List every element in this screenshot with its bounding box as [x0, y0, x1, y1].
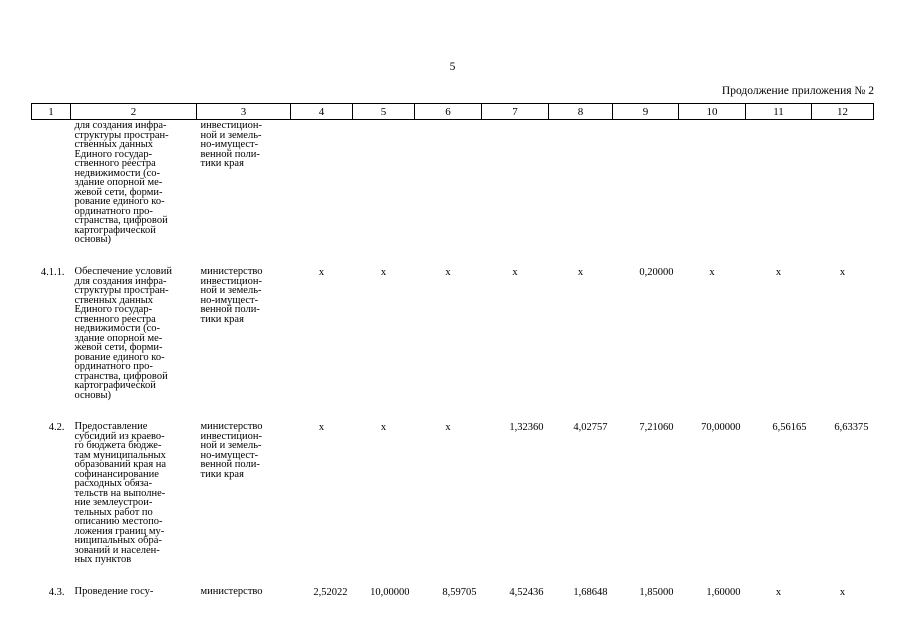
- measure-name: Обеспечение условий для создания инфра- структуры простран- ственных данных Единого государ- ственного реестра недвижимости (со- здание опорной ме- жевой сети, форми- рование единого ко- ординатного про- странства, цифровой картографической основы): [74, 266, 172, 401]
- appendix-table: [31, 103, 874, 599]
- value-cell: [353, 120, 415, 265]
- value-cell: 1,32360: [509, 422, 544, 433]
- value-cell: x: [445, 422, 451, 433]
- value-cell: 6,63375: [834, 422, 869, 433]
- column-header: 8: [549, 104, 613, 120]
- value-cell: 4,02757: [573, 422, 608, 433]
- column-header: 12: [812, 104, 874, 120]
- column-header: 5: [353, 104, 415, 120]
- value-cell: 8,59705: [442, 587, 477, 598]
- value-cell: 70,00000: [701, 422, 741, 433]
- value-cell: x: [512, 267, 518, 278]
- executor-name: министерство инвестицион- ной и земель- но-имущест- венной поли- тики края: [200, 421, 263, 480]
- value-cell: [812, 120, 874, 265]
- column-header: 2: [71, 104, 197, 120]
- column-header: 10: [679, 104, 746, 120]
- measure-name: для создания инфра- структуры простран- ственных данных Единого государ- ственного реестра недвижимости (со- здание опорной ме- жевой сети, форми- рование единого ко- ординатного про- странства, цифровой картографической основы): [74, 120, 169, 245]
- row-index: 4.1.1.: [40, 267, 65, 278]
- column-header: 7: [482, 104, 549, 120]
- value-cell: 4,52436: [509, 587, 544, 598]
- measure-name: Проведение госу-: [74, 586, 154, 597]
- column-header: 4: [291, 104, 353, 120]
- value-cell: x: [318, 267, 325, 278]
- value-cell: x: [775, 587, 782, 598]
- value-cell: 0,20000: [639, 267, 674, 278]
- value-cell: 7,21060: [639, 422, 674, 433]
- column-header: 9: [613, 104, 679, 120]
- column-header: 11: [746, 104, 812, 120]
- value-cell: 6,56165: [772, 422, 807, 433]
- executor-name: инвестицион- ной и земель- но-имущест- венной поли- тики края: [200, 120, 263, 169]
- column-header: 6: [415, 104, 482, 120]
- table-row: [32, 120, 874, 265]
- value-cell: [415, 120, 482, 265]
- value-cell: x: [577, 267, 584, 278]
- value-cell: 1,85000: [639, 587, 674, 598]
- value-cell: [291, 120, 353, 265]
- value-cell: [679, 120, 746, 265]
- table-row: [32, 264, 874, 419]
- value-cell: [549, 120, 613, 265]
- value-cell: x: [445, 267, 451, 278]
- value-cell: 1,68648: [573, 587, 608, 598]
- table-row: [32, 419, 874, 584]
- value-cell: x: [380, 422, 387, 433]
- value-cell: [613, 120, 679, 265]
- value-cell: x: [839, 587, 846, 598]
- continuation-label: Продолжение приложения № 2: [721, 85, 874, 97]
- value-cell: [482, 120, 549, 265]
- value-cell: x: [380, 267, 387, 278]
- executor-name: министерство: [200, 586, 263, 597]
- row-index: 4.3.: [48, 587, 65, 598]
- row-index: 4.2.: [48, 422, 65, 433]
- page-number: 5: [449, 61, 456, 73]
- table-row: [32, 584, 874, 599]
- row-index: [32, 120, 71, 265]
- value-cell: 1,60000: [706, 587, 741, 598]
- table-header-row: [32, 104, 874, 120]
- value-cell: x: [318, 422, 325, 433]
- measure-name: Предоставление субсидий из краево- го бюджета бюдже- там муниципальных образований края на софинансирование расходных обяза- тельств на выполне- ние землеустрои- тельных работ по описанию местопо- ложения границ му- ниципальных обра- зований и населен- ных пунктов: [74, 421, 167, 565]
- value-cell: 10,00000: [370, 587, 410, 598]
- column-header: 1: [32, 104, 71, 120]
- column-header: 3: [197, 104, 291, 120]
- value-cell: [746, 120, 812, 265]
- value-cell: x: [709, 267, 715, 278]
- value-cell: x: [839, 267, 846, 278]
- executor-name: министерство инвестицион- ной и земель- но-имущест- венной поли- тики края: [200, 266, 263, 325]
- value-cell: x: [775, 267, 782, 278]
- value-cell: 2,52022: [313, 587, 348, 598]
